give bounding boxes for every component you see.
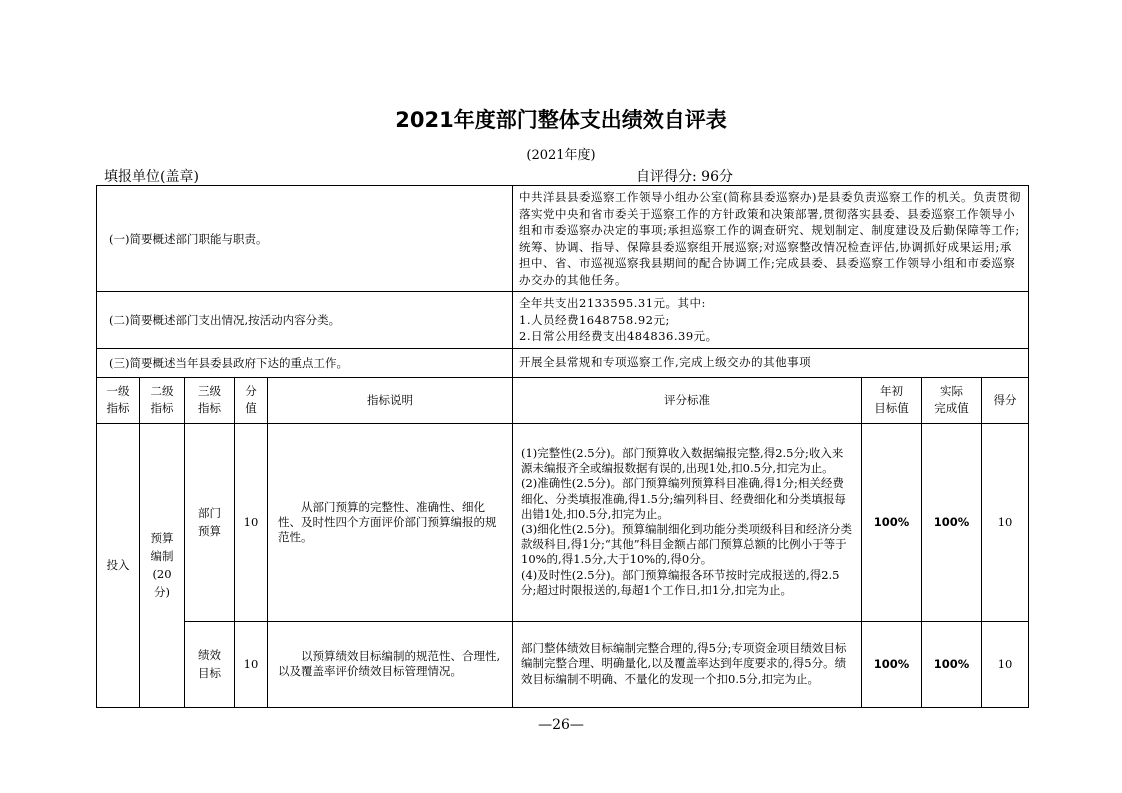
points-cell: 10: [235, 423, 268, 621]
header-actual: 实际 完成值: [922, 377, 982, 423]
page-subtitle: (2021年度): [526, 148, 596, 163]
summary-label: (三)简要概述当年县委县政府下达的重点工作。: [97, 348, 513, 377]
header-description: 指标说明: [268, 377, 513, 423]
target-value: 100%: [862, 423, 922, 621]
level3-cell: 绩效 目标: [185, 621, 235, 707]
page-number: —26—: [538, 717, 584, 733]
criteria-cell: [513, 621, 862, 707]
criteria-cell: [513, 423, 862, 621]
header-points: 分 值: [235, 377, 268, 423]
actual-value: 100%: [922, 423, 982, 621]
level2-cell: 预算 编制 (20 分): [140, 423, 185, 707]
header-level3: 三级 指标: [185, 377, 235, 423]
level3-cell: 部门 预算: [185, 423, 235, 621]
indicator-description: 以预算绩效目标编制的规范性、合理性,以及覆盖率评价绩效目标管理情况。: [268, 621, 513, 707]
summary-content: 中共洋县县委巡察工作领导小组办公室(简称县委巡察办)是县委负责巡察工作的机关。负责贯彻落实党中央和省市委关于巡察工作的方针政策和决策部署,贯彻落实县委、县委巡察工作领导小组和市委巡察办决定的事项;承担巡察工作的调查研究、规划制定、制度建设及后勤保障等工作;统筹、协调、指导、保障县委巡察组开展巡察;对巡察整改情况检查评估,协调抓好成果运用;承担中、省、市巡视巡察我县期间的配合协调工作;完成县委、县委巡察工作领导小组和市委巡察办交办的其他任务。: [513, 186, 1029, 292]
self-score-label: 自评得分: 96分: [636, 169, 733, 185]
summary-content: 开展全县常规和专项巡察工作,完成上级交办的其他事项: [513, 348, 1029, 377]
summary-row: [97, 292, 1029, 349]
criteria-item: (3)细化性(2.5分)。预算编制细化到功能分类项级科目和经济分类款级科目,得1分;“其他”科目金额占部门预算总额的比例小于等于10%的,得1.5分,大于10%的,得0分。: [521, 522, 853, 567]
criteria-item: (4)及时性(2.5分)。部门预算编报各环节按时完成报送的,得2.5分;超过时限报送的,每超1个工作日,扣1分,扣完为止。: [521, 567, 840, 597]
header-target: 年初 目标值: [862, 377, 922, 423]
summary-row: [97, 186, 1029, 292]
summary-row: [97, 348, 1029, 377]
table-row: [97, 621, 1029, 707]
reporting-unit-label: 填报单位(盖章): [104, 169, 199, 185]
level1-cell: 投入: [97, 423, 140, 707]
indicator-description: 从部门预算的完整性、准确性、细化性、及时性四个方面评价部门预算编报的规范性。: [268, 423, 513, 621]
evaluation-table: [96, 185, 1029, 708]
score-value: 10: [982, 423, 1029, 621]
table-header-row: [97, 377, 1029, 423]
summary-line: 全年共支出2133595.31元。其中:: [519, 296, 706, 310]
actual-value: 100%: [922, 621, 982, 707]
header-level1: 一级 指标: [97, 377, 140, 423]
criteria-item: 部门整体绩效目标编制完整合理的,得5分;专项资金项目绩效目标编制完整合理、明确量化,以及覆盖率达到年度要求的,得5分。绩效目标编制不明确、不量化的发现一个扣0.5分,扣完为止。: [521, 641, 847, 686]
summary-label: (二)简要概述部门支出情况,按活动内容分类。: [97, 292, 513, 349]
header-level2: 二级 指标: [140, 377, 185, 423]
table-row: [97, 423, 1029, 621]
summary-content: [513, 292, 1029, 349]
header-criteria: 评分标准: [513, 377, 862, 423]
summary-line: 2.日常公用经费支出484836.39元。: [519, 329, 718, 343]
criteria-item: (2)准确性(2.5分)。部门预算编列预算科目准确,得1分;相关经费细化、分类填报准确,得1.5分;编列科目、经费细化和分类填报每出错1处,扣0.5分,扣完为止。: [521, 476, 846, 521]
header-score: 得分: [982, 377, 1029, 423]
summary-label: (一)简要概述部门职能与职责。: [97, 186, 513, 292]
page-title: 2021年度部门整体支出绩效自评表: [395, 108, 727, 132]
target-value: 100%: [862, 621, 922, 707]
summary-line: 1.人员经费1648758.92元;: [519, 312, 670, 327]
criteria-item: (1)完整性(2.5分)。部门预算收入数据编报完整,得2.5分;收入来源未编报齐全或编报数据有误的,出现1处,扣0.5分,扣完为止。: [521, 445, 844, 476]
points-cell: 10: [235, 621, 268, 707]
score-value: 10: [982, 621, 1029, 707]
